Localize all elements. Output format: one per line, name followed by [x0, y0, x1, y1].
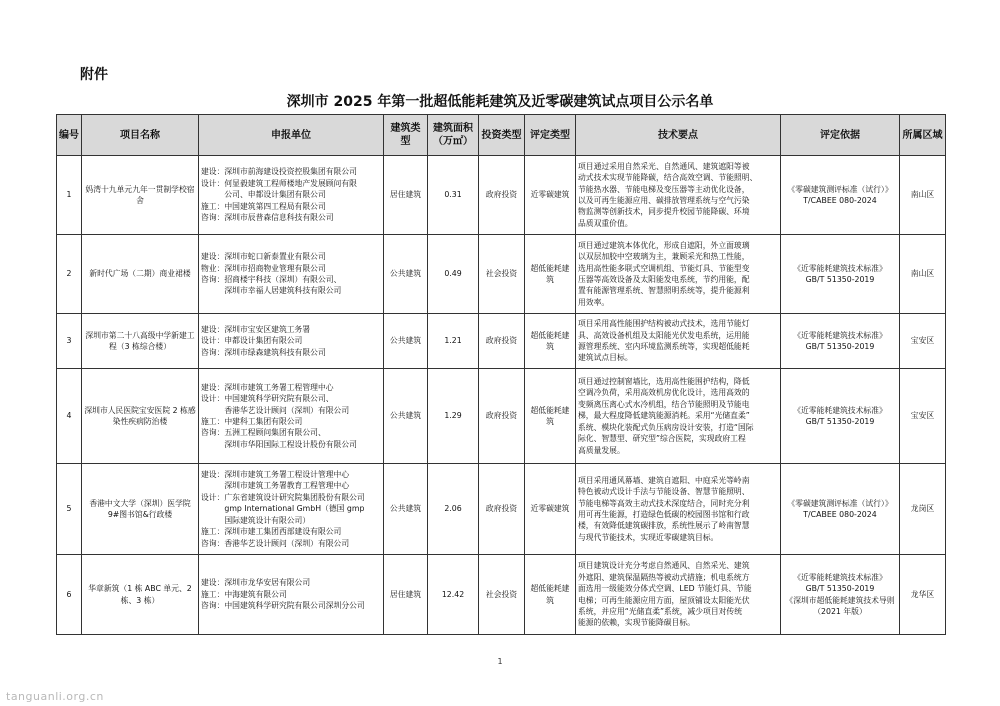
table-row — [57, 235, 946, 314]
basis-line: GB/T 51350-2019 — [805, 417, 875, 426]
tech-line: 动式技术实现节能降碳，结合高效空调、节能照明、 — [578, 173, 758, 183]
cell-building-type: 公共建筑 — [384, 235, 428, 314]
cell-invest-type: 政府投资 — [479, 369, 525, 464]
cell-rating-type: 近零碳建筑 — [525, 464, 576, 555]
header-project-name: 项目名称 — [82, 115, 199, 156]
cell-basis — [781, 555, 900, 635]
cell-invest-type: 社会投资 — [479, 555, 525, 635]
cell-area: 1.29 — [428, 369, 479, 464]
cell-basis — [781, 369, 900, 464]
cell-basis — [781, 314, 900, 369]
cell-project-name: 妈湾十九单元九年一贯制学校宿舍 — [82, 156, 199, 235]
tech-line: 项目建筑设计充分考虑自然通风、自然采光、建筑 — [578, 561, 750, 571]
basis-line: T/CABEE 080-2024 — [803, 510, 877, 519]
table-row — [57, 369, 946, 464]
header-invest-type: 投资类型 — [479, 115, 525, 156]
unit-line: 施工：中海建筑有限公司 — [201, 589, 287, 599]
cell-invest-type: 社会投资 — [479, 235, 525, 314]
unit-line: 建设：深圳市前海建设投资控股集团有限公司 — [201, 167, 357, 177]
basis-line: 《零碳建筑测评标准（试行）》 — [787, 184, 893, 194]
tech-line: 面选用一级能效分体式空调、LED 节能灯具、节能 — [578, 584, 752, 594]
basis-line: 《零碳建筑测评标准（试行）》 — [787, 498, 893, 508]
tech-line: 电梯；可再生能源应用方面，屋顶铺设太阳能光伏 — [578, 595, 750, 605]
cell-building-type: 居住建筑 — [384, 555, 428, 635]
unit-line: 物业：深圳市招商物业管理有限公司 — [201, 263, 326, 273]
basis-line: 《近零能耗建筑技术标准》 — [793, 263, 887, 273]
table-row — [57, 555, 946, 635]
cell-project-name: 华章新筑（1 栋 ABC 单元、2 栋、3 栋） — [82, 555, 199, 635]
unit-line: 国际建筑设计有限公司） — [201, 515, 311, 525]
cell-units — [199, 314, 384, 369]
unit-line: 深圳市幸福人居建筑科技有限公司 — [201, 286, 342, 296]
tech-line: 具、高效设备机组及太阳能光伏发电系统，运用能 — [578, 330, 750, 340]
tech-line: 项目通过建筑本体优化，形成自遮阳，外立面玻璃 — [578, 240, 750, 250]
tech-line: 梯，最大程度降低建筑能源消耗。采用“光储直柔” — [578, 411, 750, 421]
header-units: 申报单位 — [199, 115, 384, 156]
tech-line: 际化、智慧型、研究型”综合医院，实现政府工程 — [578, 434, 746, 444]
cell-no: 3 — [57, 314, 82, 369]
cell-area: 0.31 — [428, 156, 479, 235]
tech-line: 物监测等创新技术，同步提升校园节能降碳、环境 — [578, 207, 750, 217]
table-row — [57, 464, 946, 555]
cell-building-type: 居住建筑 — [384, 156, 428, 235]
cell-district: 南山区 — [900, 235, 946, 314]
tech-line: 以及可再生能源应用、碳排放管理系统与空气污染 — [578, 196, 750, 205]
cell-rating-type: 超低能耗建筑 — [525, 314, 576, 369]
tech-line: 压器等高效设备及太阳能发电系统，节约用能，配 — [578, 275, 750, 284]
header-rating-type: 评定类型 — [525, 115, 576, 156]
cell-invest-type: 政府投资 — [479, 156, 525, 235]
unit-line: 建设：深圳市龙华安居有限公司 — [201, 578, 311, 588]
tech-line: 高质量发展。 — [578, 445, 625, 455]
tech-line: 项目通过采用自然采光、自然通风、建筑遮阳等被 — [578, 161, 750, 171]
unit-line: 咨询：深圳市绿森建筑科技有限公司 — [201, 347, 326, 357]
unit-line: 公司、申都设计集团有限公司 — [201, 190, 326, 200]
cell-units — [199, 156, 384, 235]
header-basis: 评定依据 — [781, 115, 900, 156]
unit-line: 建设：深圳市建筑工务署工程设计管理中心 — [201, 470, 350, 480]
cell-project-name: 深圳市人民医院宝安医院 2 栋感染性疾病防治楼 — [82, 369, 199, 464]
cell-area: 2.06 — [428, 464, 479, 555]
unit-line: 设计：申都设计集团有限公司 — [201, 336, 303, 346]
cell-units — [199, 464, 384, 555]
cell-no: 6 — [57, 555, 82, 635]
tech-line: 建筑试点目标。 — [578, 353, 633, 363]
cell-rating-type: 超低能耗建筑 — [525, 555, 576, 635]
cell-area: 12.42 — [428, 555, 479, 635]
unit-line: 施工：中国建筑第四工程局有限公司 — [201, 201, 326, 211]
tech-line: 项目通过控制窗墙比，选用高性能围护结构，降低 — [578, 377, 750, 387]
basis-line: GB/T 51350-2019 — [805, 275, 875, 284]
basis-line: 《深圳市超低能耗建筑技术导则 — [785, 595, 895, 605]
tech-line: 源管理系统、室内环境监测系统等，实现超低能耗 — [578, 342, 750, 351]
unit-line: 建设：深圳市宝安区建筑工务署 — [201, 324, 311, 334]
unit-line: 施工：深圳市建工集团西部建设有限公司 — [201, 527, 342, 537]
basis-line: 《近零能耗建筑技术标准》 — [793, 405, 887, 415]
unit-line: 咨询：中国建筑科学研究院有限公司深圳分公司 — [201, 601, 365, 611]
cell-building-type: 公共建筑 — [384, 369, 428, 464]
tech-line: 用可再生能源，打造绿色低碳的校园图书馆和行政 — [578, 510, 750, 519]
tech-line: 与现代节能技术，实现近零碳建筑目标。 — [578, 532, 719, 542]
unit-line: 建设：深圳市蛇口新泰置业有限公司 — [201, 252, 326, 262]
cell-district: 宝安区 — [900, 314, 946, 369]
header-tech-points: 技术要点 — [576, 115, 781, 156]
basis-line: 《近零能耗建筑技术标准》 — [793, 330, 887, 340]
cell-no: 1 — [57, 156, 82, 235]
basis-line: GB/T 51350-2019 — [805, 584, 875, 594]
cell-basis — [781, 235, 900, 314]
cell-invest-type: 政府投资 — [479, 464, 525, 555]
unit-line: 咨询：招商楼宇科技（深圳）有限公司、 — [201, 275, 342, 284]
cell-units — [199, 235, 384, 314]
cell-tech-points — [576, 464, 781, 555]
tech-line: 楼，有效降低建筑碳排放，系统性展示了岭南智慧 — [578, 521, 750, 531]
cell-area: 1.21 — [428, 314, 479, 369]
cell-area: 0.49 — [428, 235, 479, 314]
unit-line: 香港华艺设计顾问（深圳）有限公司 — [201, 405, 350, 415]
unit-line: 深圳市华阳国际工程设计股份有限公司 — [201, 439, 357, 449]
cell-district: 龙华区 — [900, 555, 946, 635]
page-number: 1 — [497, 657, 503, 666]
unit-line: 深圳市建筑工务署教育工程管理中心 — [201, 481, 350, 491]
cell-no: 5 — [57, 464, 82, 555]
cell-tech-points — [576, 369, 781, 464]
cell-project-name: 深圳市第二十八高级中学新建工程（3 栋综合楼） — [82, 314, 199, 369]
table-header-row — [57, 115, 946, 156]
header-building-type: 建筑类型 — [384, 115, 428, 156]
header-area: 建筑面积（万㎡） — [428, 115, 479, 156]
basis-line: 《近零能耗建筑技术标准》 — [793, 572, 887, 582]
header-no: 编号 — [57, 115, 82, 156]
unit-line: 咨询：香港华艺设计顾问（深圳）有限公司 — [201, 538, 350, 548]
tech-line: 用效率。 — [578, 297, 610, 307]
unit-line: 设计：何显毅建筑工程师楼地产发展顾问有限 — [201, 178, 357, 188]
tech-line: 空调冷负荷，采用高效机房优化设计，选用高效的 — [578, 388, 750, 398]
cell-project-name: 香港中文大学（深圳）医学院 9#图书馆&行政楼 — [82, 464, 199, 555]
tech-line: 选用高性能多联式空调机组、节能灯具、节能型变 — [578, 263, 750, 273]
tech-line: 项目采用高性能围护结构被动式技术，选用节能灯 — [578, 319, 750, 329]
cell-basis — [781, 156, 900, 235]
tech-line: 置有能源管理系统、智慧照明系统等，提升能源利 — [578, 286, 750, 296]
cell-project-name: 新时代广场（二期）商业裙楼 — [82, 235, 199, 314]
cell-invest-type: 政府投资 — [479, 314, 525, 369]
unit-line: 咨询：深圳市辰普森信息科技有限公司 — [201, 213, 334, 223]
cell-tech-points — [576, 156, 781, 235]
tech-line: 系统、模块化装配式负压病房设计安装，打造“国际 — [578, 422, 754, 432]
watermark-text: tanguanli.org.cn — [6, 690, 104, 703]
table-row — [57, 156, 946, 235]
cell-tech-points — [576, 555, 781, 635]
cell-district: 南山区 — [900, 156, 946, 235]
cell-building-type: 公共建筑 — [384, 464, 428, 555]
cell-rating-type: 近零碳建筑 — [525, 156, 576, 235]
basis-line: （2021 年版） — [813, 606, 867, 616]
unit-line: 施工：中建科工集团有限公司 — [201, 417, 303, 426]
document-title: 深圳市 2025 年第一批超低能耗建筑及近零碳建筑试点项目公示名单 — [286, 94, 714, 110]
attachment-label: 附件 — [80, 67, 108, 83]
tech-line: 变频离压离心式水冷机组，结合节能照明及节能电 — [578, 399, 750, 409]
tech-line: 能源的依赖，实现节能降碳目标。 — [578, 618, 695, 628]
cell-no: 2 — [57, 235, 82, 314]
cell-units — [199, 369, 384, 464]
unit-line: 建设：深圳市建筑工务署工程管理中心 — [201, 382, 334, 392]
cell-district: 宝安区 — [900, 369, 946, 464]
cell-units — [199, 555, 384, 635]
tech-line: 项目采用通风幕墙、建筑自遮阳、中庭采光等岭南 — [578, 475, 750, 485]
cell-tech-points — [576, 314, 781, 369]
cell-rating-type: 超低能耗建筑 — [525, 235, 576, 314]
tech-line: 特色被动式设计手法与节能设备、智慧节能照明、 — [578, 487, 750, 497]
tech-line: 以双层加胶中空玻璃为主，兼顾采光和热工性能， — [578, 252, 750, 262]
unit-line: 咨询：五洲工程顾问集团有限公司、 — [201, 428, 326, 438]
tech-line: 节能电梯等高效主动式技术深度结合，同时充分利 — [578, 498, 750, 508]
cell-rating-type: 超低能耗建筑 — [525, 369, 576, 464]
basis-line: T/CABEE 080-2024 — [803, 196, 877, 205]
cell-tech-points — [576, 235, 781, 314]
table-row — [57, 314, 946, 369]
cell-building-type: 公共建筑 — [384, 314, 428, 369]
tech-line: 节能热水器、节能电梯及变压器等主动优化设备， — [578, 184, 750, 194]
unit-line: gmp International GmbH（德国 gmp — [201, 504, 365, 514]
cell-district: 龙岗区 — [900, 464, 946, 555]
tech-line: 外遮阳、建筑保温隔热等被动式措施；机电系统方 — [578, 572, 750, 582]
tech-line: 品质双重价值。 — [578, 218, 633, 228]
basis-line: GB/T 51350-2019 — [805, 342, 875, 351]
cell-basis — [781, 464, 900, 555]
project-list-table — [56, 114, 946, 635]
tech-line: 系统，并应用“光储直柔”系统，减少项目对传统 — [578, 606, 743, 616]
unit-line: 设计：广东省建筑设计研究院集团股份有限公司 — [201, 492, 365, 502]
cell-no: 4 — [57, 369, 82, 464]
header-district: 所属区域 — [900, 115, 946, 156]
unit-line: 设计：中国建筑科学研究院有限公司、 — [201, 394, 334, 404]
